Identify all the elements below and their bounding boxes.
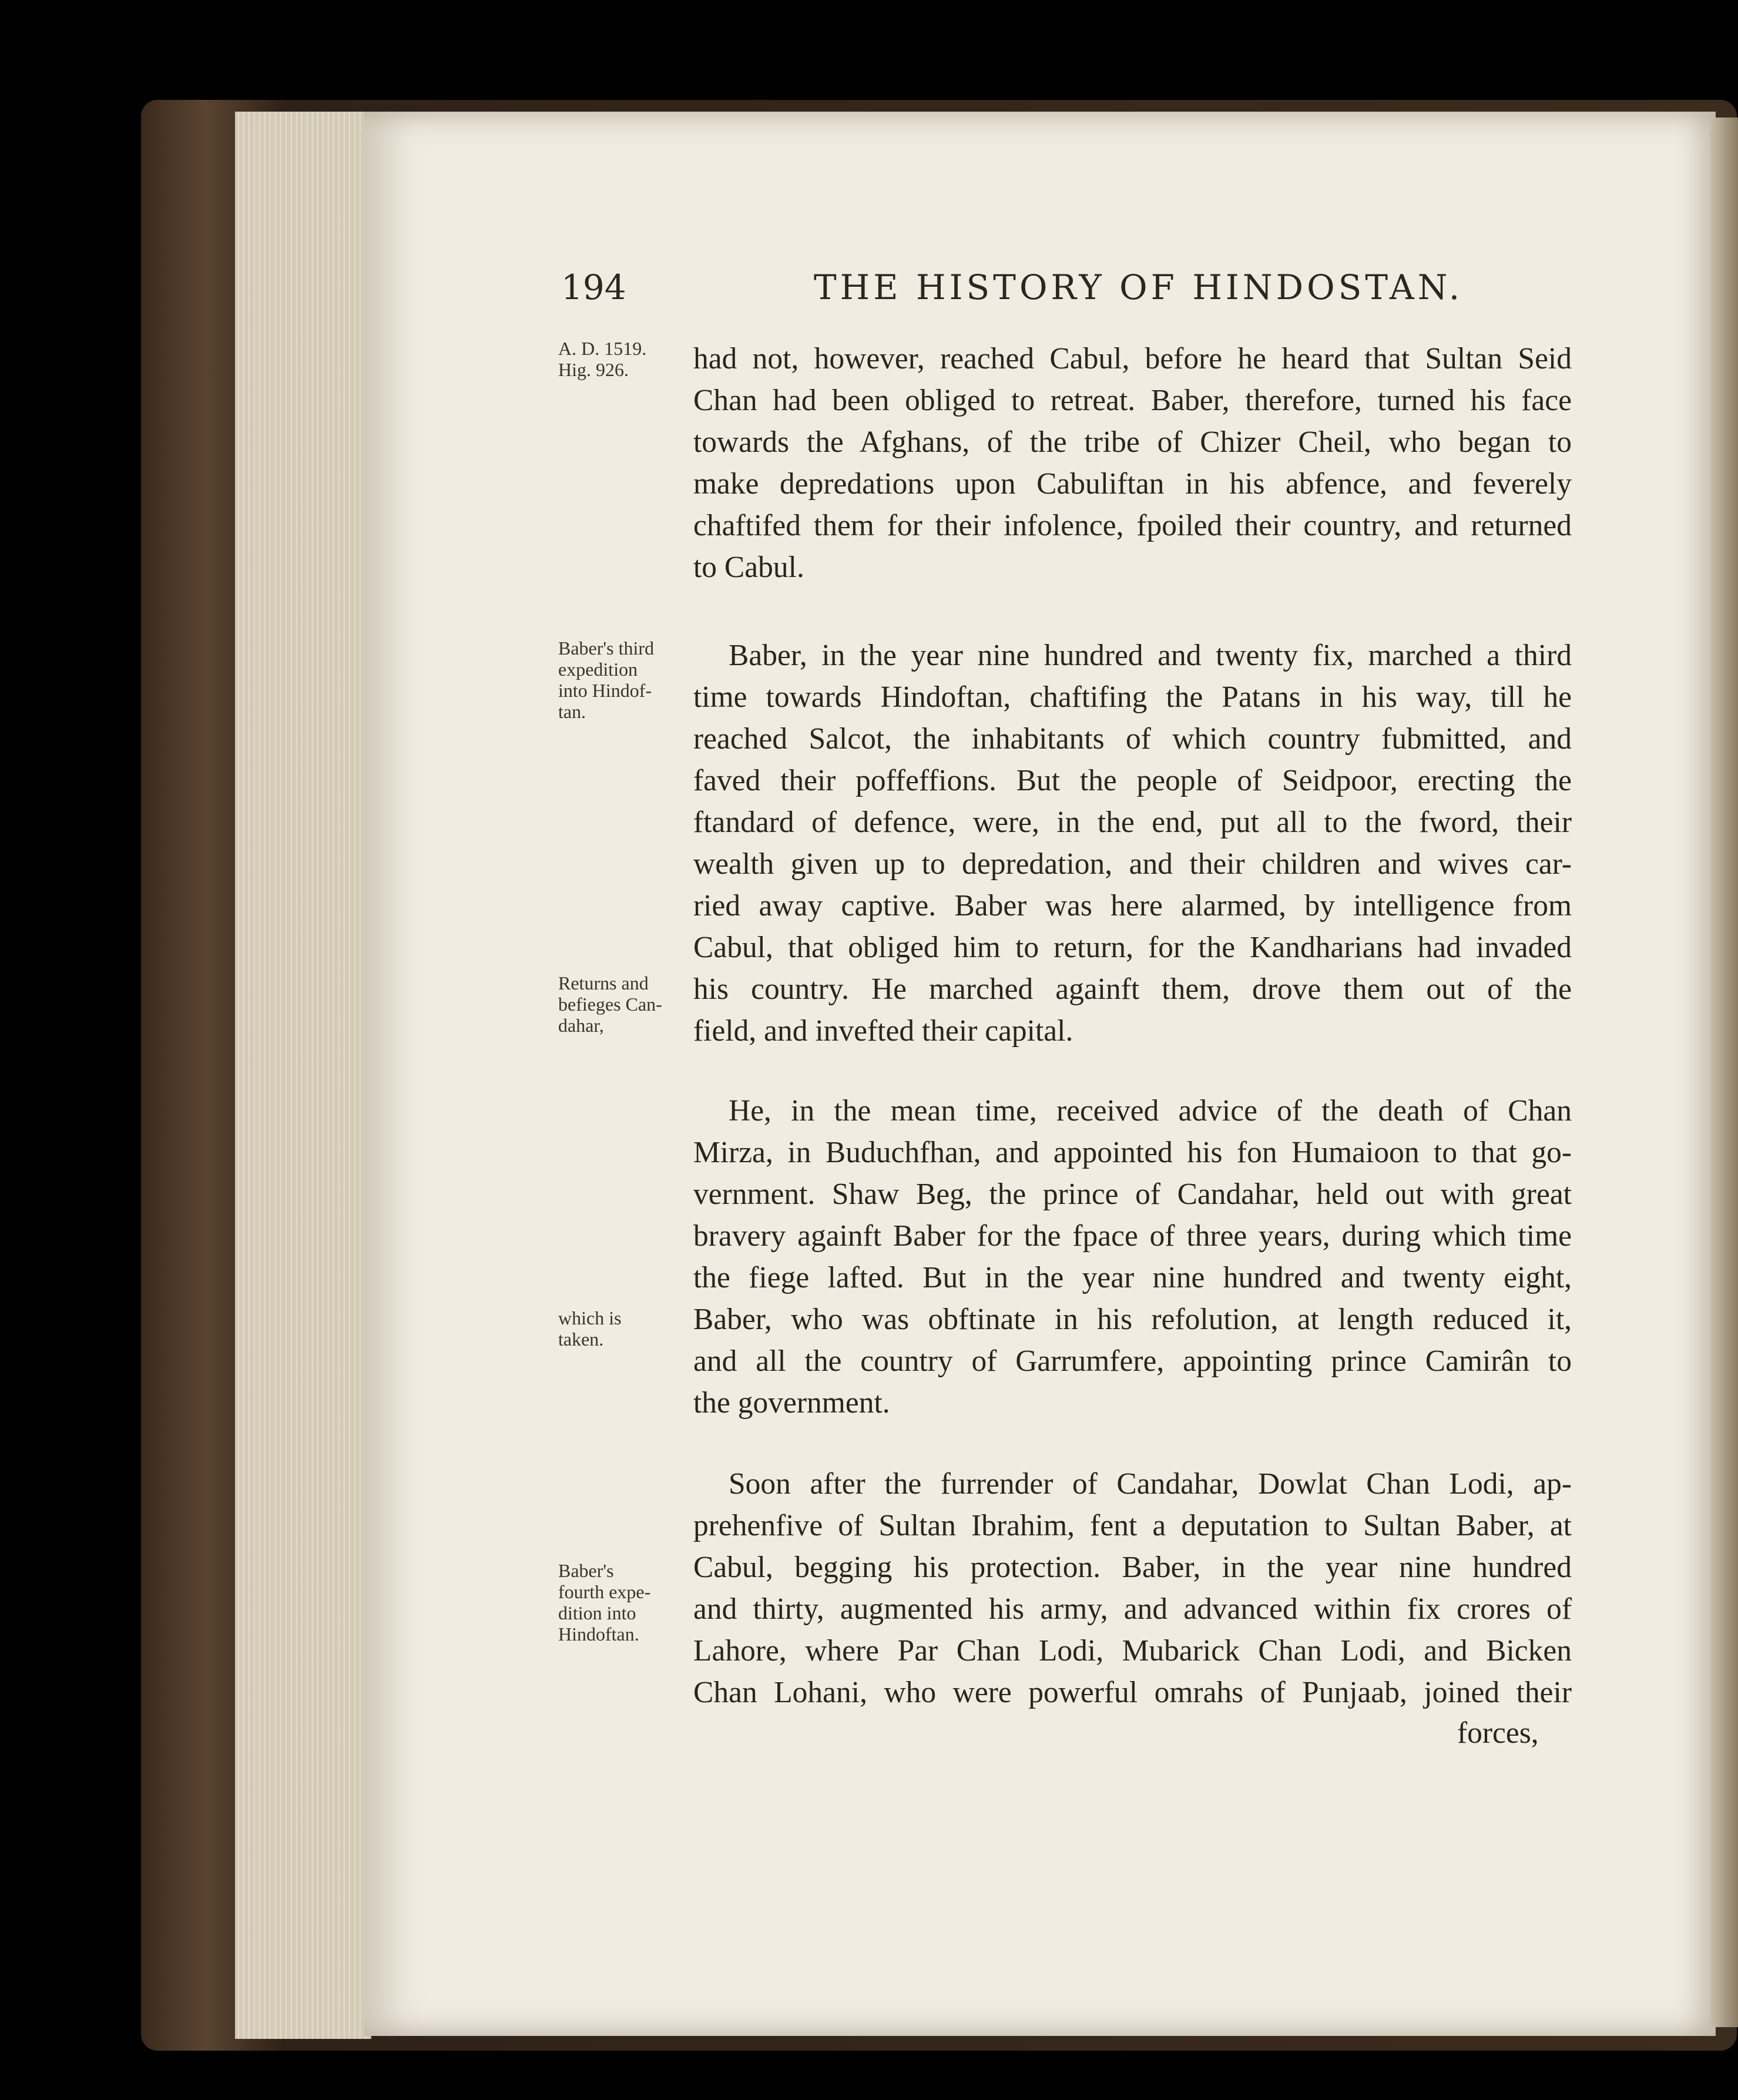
text-line: Chan Lohani, who were powerful omrahs of Punjaab, joined their: [693, 1676, 1572, 1709]
text-line: He, in the mean time, received advice of the death of Chan: [729, 1094, 1572, 1128]
text-line: Baber, in the year nine hundred and twenty fix, marched a third: [729, 639, 1572, 672]
margin-note-line: Hig. 926.: [558, 359, 629, 380]
text-line: Mirza, in Buduchfhan, and appointed his fon Humaioon to that go-: [693, 1136, 1572, 1169]
text-line: field, and invefted their capital.: [693, 1014, 1073, 1048]
text-line: time towards Hindoftan, chaftifing the Patans in his way, till he: [693, 680, 1572, 714]
margin-note-besieges: [558, 972, 693, 1036]
text-line: had not, however, reached Cabul, before he heard that Sultan Seid: [693, 342, 1572, 375]
running-head: THE HISTORY OF HINDOSTAN.: [814, 267, 1464, 307]
text-line: ried away captive. Baber was here alarmed, by intelligence from: [693, 889, 1572, 922]
text-line: bravery againft Baber for the fpace of three years, during which time: [693, 1219, 1572, 1253]
margin-note-line: into Hindof-: [558, 680, 652, 701]
text-line: make depredations upon Cabuliftan in his abfence, and feverely: [693, 467, 1572, 501]
text-line: wealth given up to depredation, and their children and wives car-: [693, 847, 1572, 881]
text-line: chaftifed them for their infolence, fpoiled their country, and returned: [693, 509, 1572, 542]
catchword: forces,: [1457, 1716, 1539, 1750]
margin-note-line: taken.: [558, 1329, 604, 1350]
margin-note-line: Baber's: [558, 1560, 614, 1581]
margin-note-line: fourth expe-: [558, 1581, 651, 1602]
margin-note-line: dition into: [558, 1602, 636, 1623]
page-number: 194: [561, 267, 626, 307]
text-line: Lahore, where Par Chan Lodi, Mubarick Chan Lodi, and Bicken: [693, 1634, 1572, 1668]
margin-note-line: which is: [558, 1307, 622, 1329]
margin-note-line: Returns and: [558, 972, 649, 994]
margin-note-taken: [558, 1307, 693, 1350]
text-line: reached Salcot, the inhabitants of which country fubmitted, and: [693, 722, 1572, 756]
text-line: Cabul, begging his protection. Baber, in the year nine hundred: [693, 1551, 1572, 1584]
text-line: towards the Afghans, of the tribe of Chizer Cheil, who began to: [693, 425, 1572, 459]
text-line: to Cabul.: [693, 551, 804, 584]
margin-note-date: [558, 338, 693, 380]
margin-note-line: expedition: [558, 659, 638, 680]
text-line: Cabul, that obliged him to return, for the Kandharians had invaded: [693, 931, 1572, 964]
margin-note-line: dahar,: [558, 1015, 604, 1036]
text-line: the government.: [693, 1386, 890, 1420]
facing-page-edge: [1710, 118, 1738, 2027]
text-line: and all the country of Garrumfere, appointing prince Camirân to: [693, 1344, 1572, 1378]
text-line: Soon after the furrender of Candahar, Dowlat Chan Lodi, ap-: [729, 1467, 1572, 1501]
margin-note-line: tan.: [558, 701, 586, 722]
paragraph-1: [693, 338, 1572, 588]
text-line: ftandard of defence, were, in the end, put all to the fword, their: [693, 806, 1572, 839]
text-line: vernment. Shaw Beg, the prince of Candahar, held out with great: [693, 1178, 1572, 1211]
text-line: and thirty, augmented his army, and advanced within fix crores of: [693, 1592, 1572, 1626]
margin-note-line: A. D. 1519.: [558, 338, 647, 359]
page-edges: [235, 112, 371, 2039]
text-line: his country. He marched againft them, drove them out of the: [693, 972, 1572, 1006]
text-line: prehenfive of Sultan Ibrahim, fent a deputation to Sultan Baber, at: [693, 1509, 1572, 1542]
text-line: Baber, who was obftinate in his refolution, at length reduced it,: [693, 1303, 1572, 1336]
paragraph-2: [693, 635, 1572, 1052]
margin-note-line: Baber's third: [558, 638, 655, 659]
margin-note-third-expedition: [558, 638, 693, 722]
text-line: Chan had been obliged to retreat. Baber, therefore, turned his face: [693, 384, 1572, 417]
text-line: the fiege lafted. But in the year nine hundred and twenty eight,: [693, 1261, 1572, 1294]
margin-note-line: Hindoftan.: [558, 1623, 639, 1645]
margin-note-line: befieges Can-: [558, 994, 662, 1015]
paragraph-4: [693, 1463, 1572, 1713]
paragraph-3: [693, 1090, 1572, 1424]
margin-note-fourth-expedition: [558, 1560, 693, 1645]
text-line: faved their poffeffions. But the people of Seidpoor, erecting the: [693, 764, 1572, 797]
